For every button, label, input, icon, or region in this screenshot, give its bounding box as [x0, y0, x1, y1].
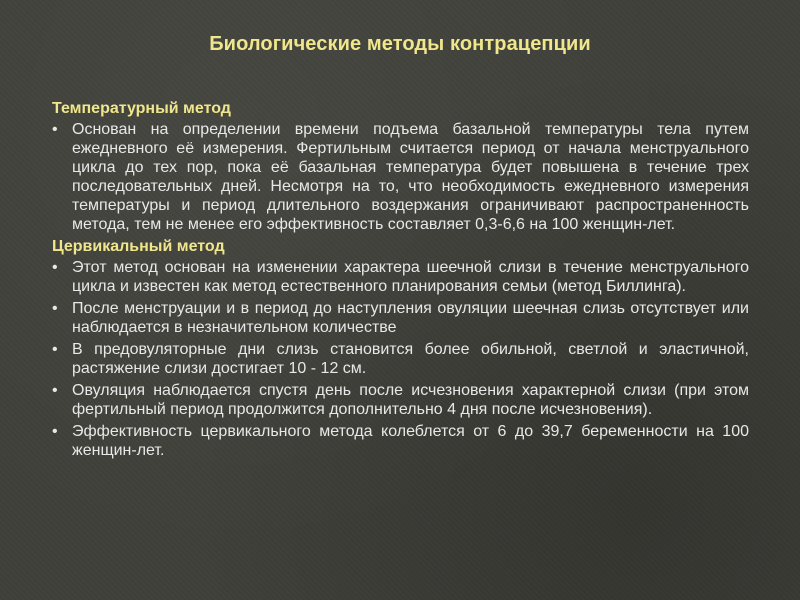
list-item-text: После менструации и в период до наступления овуляции шеечная слизь отсутствует или наблюдается в незначительном количестве	[72, 300, 749, 336]
bullet-icon: •	[52, 300, 58, 317]
list-item-text: Эффективность цервикального метода колеблется от 6 до 39,7 беременности на 100 женщин-лет.	[72, 423, 749, 459]
slide-content	[52, 99, 749, 463]
bullet-list	[52, 120, 749, 234]
list-item	[52, 340, 749, 378]
list-item	[52, 258, 749, 296]
list-item	[52, 299, 749, 337]
bullet-icon: •	[52, 382, 58, 399]
list-item-text: В предовуляторные дни слизь становится более обильной, светлой и эластичной, растяжение слизи достигает 10 - 12 см.	[72, 341, 749, 377]
list-item	[52, 120, 749, 234]
list-item-text: Основан на определении времени подъема базальной температуры тела путем ежедневного её измерения. Фертильным считается период от начала менструального цикла до тех пор, пока её базальная температура будет повышена в течение трех последовательных дней. Несмотря на то, что необходимость ежедневного измерения температуры и период длительного воздержания ограничивают распространенность метода, тем не менее его эффективность составляет 0,3-6,6 на 100 женщин-лет.	[72, 121, 749, 233]
section-heading: Температурный метод	[52, 100, 231, 117]
section-heading: Цервикальный метод	[52, 238, 225, 255]
section-temperature-method	[52, 99, 749, 234]
bullet-icon: •	[52, 423, 58, 440]
bullet-list	[52, 258, 749, 460]
list-item	[52, 422, 749, 460]
list-item-text: Овуляция наблюдается спустя день после исчезновения характерной слизи (при этом фертильный период продолжится дополнительно 4 дня после исчезновения).	[72, 382, 749, 418]
bullet-icon: •	[52, 341, 58, 358]
section-cervical-method	[52, 237, 749, 460]
slide-title: Биологические методы контрацепции	[209, 33, 591, 55]
bullet-icon: •	[52, 121, 58, 138]
list-item-text: Этот метод основан на изменении характера шеечной слизи в течение менструального цикла и известен как метод естественного планирования семьи (метод Биллинга).	[72, 259, 749, 295]
list-item	[52, 381, 749, 419]
bullet-icon: •	[52, 259, 58, 276]
